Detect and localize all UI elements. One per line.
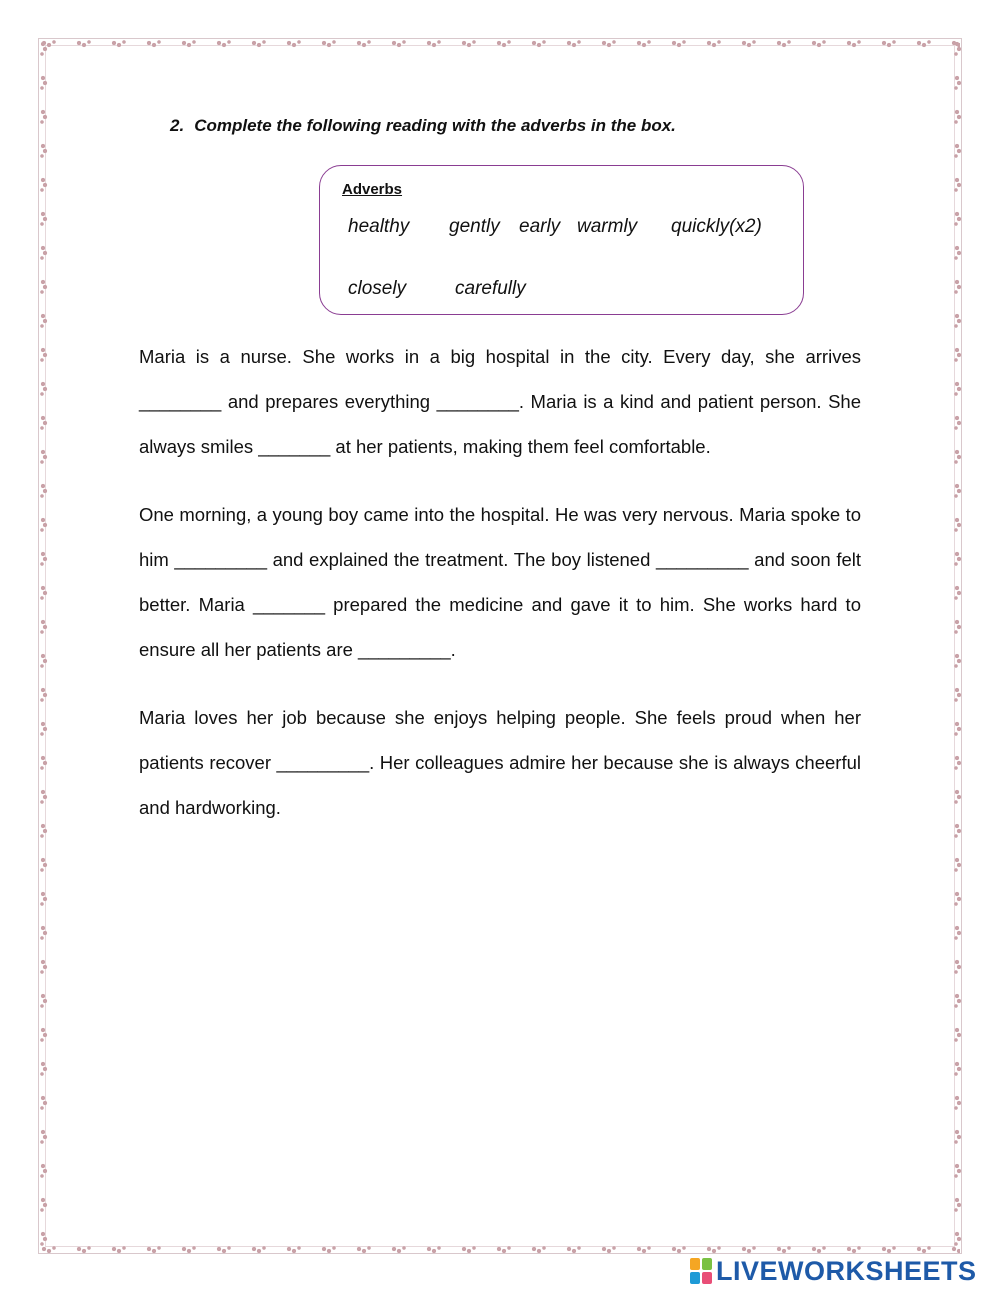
instruction-text: Complete the following reading with the adverbs in the box.: [194, 116, 676, 135]
border-dots-left: [39, 40, 49, 1254]
border-dots-top: [40, 39, 960, 49]
adverbs-box: [319, 165, 804, 315]
adverbs-box-title: Adverbs: [342, 181, 403, 198]
border-dots-bottom: [40, 1245, 960, 1255]
passage-paragraph-2: One morning, a young boy came into the hospital. He was very nervous. Maria spoke to him _________ and explained the treatment. The boy listened _________ and soon felt better. Maria _______ prepared the medicine and gave it to him. She works hard to ensure all her patients are _________.: [139, 504, 861, 660]
word-quickly: quickly(x2): [671, 216, 762, 237]
word-early: early: [519, 216, 561, 237]
border-dots-right: [953, 40, 963, 1254]
passage-paragraph-1: Maria is a nurse. She works in a big hospital in the city. Every day, she arrives ________ and prepares everything ________. Maria is a kind and patient person. She always smiles _______ at her patients, making them feel comfortable.: [139, 346, 861, 457]
logo-text: LIVEWORKSHEETS: [716, 1255, 977, 1286]
word-healthy: healthy: [348, 216, 410, 237]
liveworksheets-logo-icon: [690, 1258, 712, 1284]
word-warmly: warmly: [577, 216, 638, 237]
exercise-instruction: [170, 116, 676, 136]
liveworksheets-logo: [690, 1256, 977, 1286]
word-closely: closely: [348, 278, 407, 299]
exercise-number: 2.: [170, 116, 185, 135]
passage-paragraph-3: Maria loves her job because she enjoys helping people. She feels proud when her patients recover _________. Her colleagues admire her because she is always cheerful and hardworking.: [139, 707, 861, 818]
word-carefully: carefully: [455, 278, 526, 299]
word-gently: gently: [449, 216, 500, 237]
